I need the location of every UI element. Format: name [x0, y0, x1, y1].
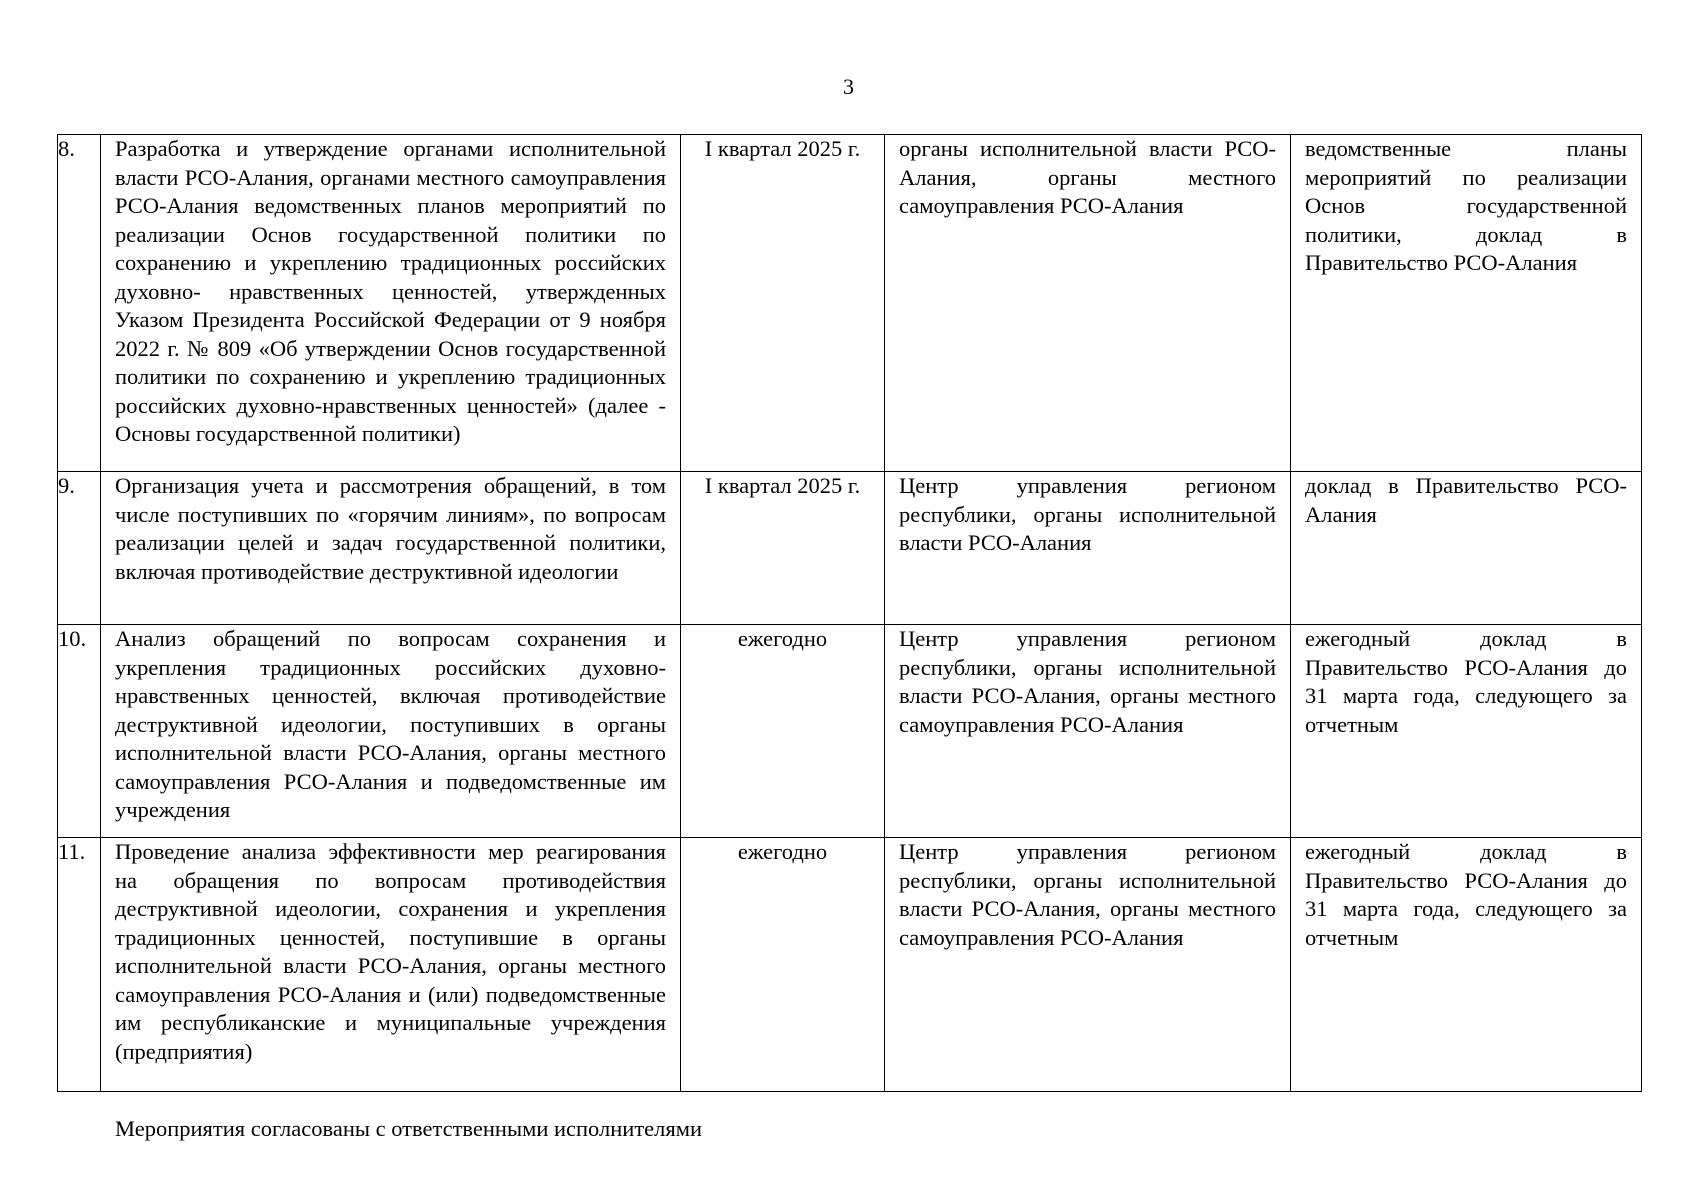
event-cell: Организация учета и рассмотрения обращений, в том числе поступивших по «горячим линиям», по вопросам реализации целей и задач государственной политики, включая противодействие деструктивной идеологии	[101, 472, 681, 625]
deadline-cell: I квартал 2025 г.	[681, 135, 885, 472]
footer-note: Мероприятия согласованы с ответственными исполнителями	[115, 1116, 702, 1141]
result-cell: ведомственные планы мероприятий по реализации Основ государственной политики, доклад в Правительство РСО-Алания	[1291, 135, 1642, 472]
event-cell: Проведение анализа эффективности мер реагирования на обращения по вопросам противодействия деструктивной идеологии, сохранения и укрепления традиционных ценностей, поступившие в органы исполнительной власти РСО-Алания, органы местного самоуправления РСО-Алания и (или) подведомственные им республиканские и муниципальные учреждения (предприятия)	[101, 838, 681, 1092]
row-number: 10.	[58, 625, 101, 838]
deadline-cell: ежегодно	[681, 625, 885, 838]
measures-table	[57, 134, 1642, 1092]
deadline-cell: I квартал 2025 г.	[681, 472, 885, 625]
table-row	[58, 625, 1642, 838]
event-cell: Анализ обращений по вопросам сохранения и укрепления традиционных российских духовно-нравственных ценностей, включая противодействие деструктивной идеологии, поступивших в органы исполнительной власти РСО-Алания, органы местного самоуправления РСО-Алания и подведомственные им учреждения	[101, 625, 681, 838]
table-row	[58, 838, 1642, 1092]
result-cell: доклад в Правительство РСО-Алания	[1291, 472, 1642, 625]
result-cell: ежегодный доклад в Правительство РСО-Алания до 31 марта года, следующего за отчетным	[1291, 625, 1642, 838]
table-row	[58, 135, 1642, 472]
row-number: 8.	[58, 135, 101, 472]
row-number: 9.	[58, 472, 101, 625]
responsible-cell: органы исполнительной власти РСО-Алания, органы местного самоуправления РСО-Алания	[885, 135, 1291, 472]
table-row	[58, 472, 1642, 625]
page-number: 3	[843, 74, 854, 99]
result-cell: ежегодный доклад в Правительство РСО-Алания до 31 марта года, следующего за отчетным	[1291, 838, 1642, 1092]
responsible-cell: Центр управления регионом республики, органы исполнительной власти РСО-Алания, органы местного самоуправления РСО-Алания	[885, 838, 1291, 1092]
event-cell: Разработка и утверждение органами исполнительной власти РСО-Алания, органами местного самоуправления РСО-Алания ведомственных планов мероприятий по реализации Основ государственной политики по сохранению и укреплению традиционных российских духовно- нравственных ценностей, утвержденных Указом Президента Российской Федерации от 9 ноября 2022 г. № 809 «Об утверждении Основ государственной политики по сохранению и укреплению традиционных российских духовно-нравственных ценностей» (далее - Основы государственной политики)	[101, 135, 681, 472]
responsible-cell: Центр управления регионом республики, органы исполнительной власти РСО-Алания	[885, 472, 1291, 625]
deadline-cell: ежегодно	[681, 838, 885, 1092]
responsible-cell: Центр управления регионом республики, органы исполнительной власти РСО-Алания, органы местного самоуправления РСО-Алания	[885, 625, 1291, 838]
row-number: 11.	[58, 838, 101, 1092]
